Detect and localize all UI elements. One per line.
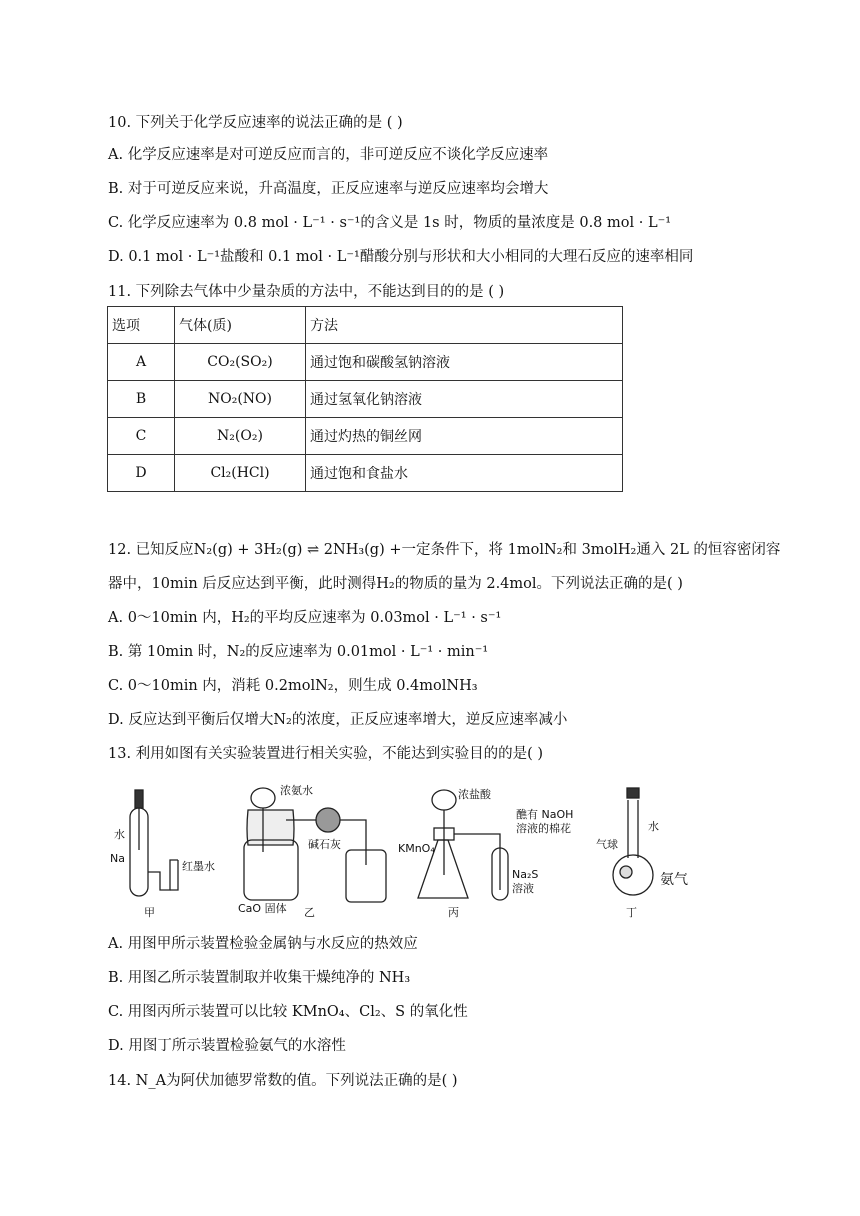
delivery-tube-bing	[454, 834, 500, 890]
row-method: 通过氢氧化钠溶液	[306, 381, 623, 418]
table-row	[108, 418, 623, 455]
caption-ding: 丁	[626, 906, 637, 919]
label-bing-cotton: 溶液的棉花	[516, 822, 571, 835]
apparatus-ding	[613, 788, 653, 895]
q11-table	[107, 306, 623, 492]
separatory-funnel	[251, 788, 275, 808]
q12-option-d: D. 反应达到平衡后仅增大N₂的浓度，正反应速率增大，逆反应速率减小	[108, 712, 568, 728]
header-option: 选项	[108, 307, 175, 344]
label-bing-hcl: 浓盐酸	[458, 788, 491, 801]
row-gas: NO₂(NO)	[175, 381, 306, 418]
q10-option-c: C. 化学反应速率为 0.8 mol · L⁻¹ · s⁻¹的含义是 1s 时，物质的量浓度是 0.8 mol · L⁻¹	[108, 215, 672, 231]
drying-tube	[316, 808, 340, 832]
q10-option-a: A. 化学反应速率是对可逆反应而言的，非可逆反应不谈化学反应速率	[108, 147, 549, 163]
q13-option-c: C. 用图丙所示装置可以比较 KMnO₄、Cl₂、S 的氧化性	[108, 1004, 468, 1020]
q12-stem-line1: 12. 已知反应N₂(g) + 3H₂(g) ⇌ 2NH₃(g) +一定条件下，将 1molN₂和 3molH₂通入 2L 的恒容密闭容	[108, 542, 781, 558]
q13-option-b: B. 用图乙所示装置制取并收集干燥纯净的 NH₃	[108, 970, 411, 986]
q12-option-b: B. 第 10min 时，N₂的反应速率为 0.01mol · L⁻¹ · min⁻¹	[108, 644, 489, 660]
label-ding-water: 水	[648, 820, 659, 833]
label-yi-ammonia-water: 浓氨水	[280, 784, 313, 797]
u-tube	[148, 860, 178, 890]
label-jia-red-ink: 红墨水	[182, 860, 215, 873]
label-ding-balloon: 气球	[596, 838, 618, 851]
table-row	[108, 455, 623, 492]
q12-option-a: A. 0～10min 内，H₂的平均反应速率为 0.03mol · L⁻¹ · s⁻¹	[108, 610, 502, 626]
table-row	[108, 381, 623, 418]
u-tube-right	[170, 860, 178, 890]
row-method: 通过饱和食盐水	[306, 455, 623, 492]
balloon	[620, 866, 632, 878]
row-gas: N₂(O₂)	[175, 418, 306, 455]
label-bing-naoh: 醮有 NaOH	[516, 808, 574, 821]
apparatus-jia	[130, 790, 178, 896]
stopper	[135, 790, 143, 808]
table-header-row	[108, 307, 623, 344]
caption-jia: 甲	[144, 906, 155, 919]
q13-option-d: D. 用图丁所示装置检验氨气的水溶性	[108, 1038, 346, 1054]
dropper-bulb	[627, 788, 639, 798]
caption-yi: 乙	[304, 906, 315, 919]
row-method: 通过饱和碳酸氢钠溶液	[306, 344, 623, 381]
label-ding-ammonia: 氨气	[660, 872, 688, 888]
header-gas: 气体(质)	[175, 307, 306, 344]
row-option: A	[108, 344, 175, 381]
label-jia-water: 水	[114, 828, 125, 841]
row-option: D	[108, 455, 175, 492]
q12-option-c: C. 0～10min 内，消耗 0.2molN₂，则生成 0.4molNH₃	[108, 678, 478, 694]
label-bing-kmno4: KMnO₄	[398, 842, 435, 855]
row-method: 通过灼热的铜丝网	[306, 418, 623, 455]
q14-stem: 14. N_A为阿伏加德罗常数的值。下列说法正确的是( )	[108, 1073, 458, 1089]
q10-stem: 10. 下列关于化学反应速率的说法正确的是 ( )	[108, 115, 403, 131]
funnel-bing	[432, 790, 456, 810]
row-gas: Cl₂(HCl)	[175, 455, 306, 492]
q13-apparatus-figure	[108, 780, 708, 920]
q11-stem: 11. 下列除去气体中少量杂质的方法中，不能达到目的的是 ( )	[108, 284, 505, 300]
label-bing-solution: 溶液	[512, 882, 534, 895]
reaction-bottle	[244, 840, 298, 900]
q10-option-d: D. 0.1 mol · L⁻¹盐酸和 0.1 mol · L⁻¹醋酸分别与形状和大小相同的大理石反应的速率相同	[108, 249, 694, 265]
label-bing-na2s: Na₂S	[512, 868, 539, 881]
row-gas: CO₂(SO₂)	[175, 344, 306, 381]
round-flask	[613, 855, 653, 895]
header-method: 方法	[306, 307, 623, 344]
label-yi-soda-lime: 碱石灰	[308, 838, 341, 851]
row-option: C	[108, 418, 175, 455]
table-row	[108, 344, 623, 381]
caption-bing: 丙	[448, 906, 459, 919]
q12-stem-line2: 器中，10min 后反应达到平衡，此时测得H₂的物质的量为 2.4mol。下列说法正确的是( )	[108, 576, 683, 592]
row-option: B	[108, 381, 175, 418]
q10-option-b: B. 对于可逆反应来说，升高温度，正反应速率与逆反应速率均会增大	[108, 181, 549, 197]
q13-option-a: A. 用图甲所示装置检验金属钠与水反应的热效应	[108, 936, 418, 952]
label-yi-cao: CaO 固体	[238, 902, 287, 915]
label-jia-na: Na	[110, 852, 125, 865]
q13-stem: 13. 利用如图有关实验装置进行相关实验，不能达到实验目的的是( )	[108, 746, 544, 762]
outlet-tube	[340, 820, 366, 865]
